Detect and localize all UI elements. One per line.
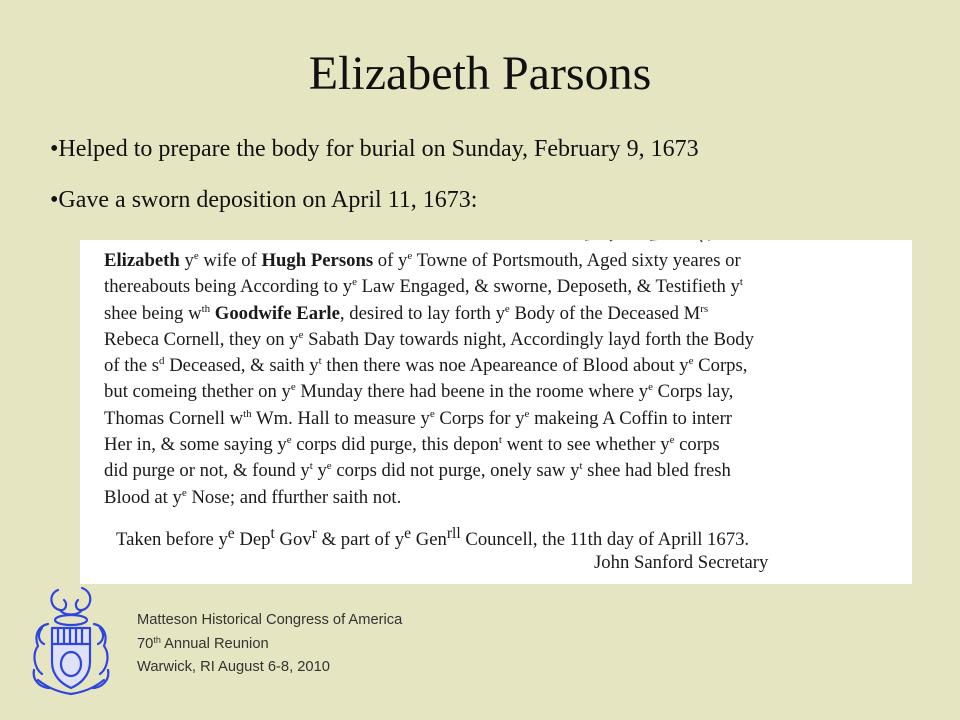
family-crest-icon <box>28 584 114 700</box>
footer-organization: Matteson Historical Congress of America <box>137 612 403 628</box>
cut-text-edge <box>580 240 720 244</box>
footer-location: Warwick, RI August 6-8, 2010 <box>137 659 330 675</box>
deposition-line: shee being $w^{th}$ Goodwife Earle, desired to lay forth $y^e$ Body of the Deceased $M^{rs}$ <box>104 302 709 324</box>
deposition-document <box>80 240 912 584</box>
footer-reunion: 70th Annual Reunion <box>137 634 269 652</box>
deposition-line: thereabouts being According to $y^e$ Law Engaged, & sworne, Deposeth, & Testifieth $y^t$ <box>104 276 743 298</box>
footer <box>137 609 402 680</box>
deposition-line: Her in, & some saying $y^e$ corps did purge, this depon$^t$ went to see whether $y^e$ corps <box>104 434 720 456</box>
deposition-signature: John Sanford Secretary <box>594 552 769 573</box>
slide-title: Elizabeth Parsons <box>308 47 652 100</box>
deposition-line: of the $s^d$ Deceased, & saith $y^t$ then there was noe Apeareance of Blood about $y^e$ Corps, <box>104 355 748 377</box>
deposition-line: Rebeca Cornell, they on $y^e$ Sabath Day towards night, Accordingly layd forth the Body <box>104 328 754 350</box>
deposition-text <box>104 248 894 511</box>
deposition-line: but comeing thether on $y^e$ Munday there had beene in the roome where $y^e$ Corps lay, <box>104 381 734 403</box>
bullet-deposition: •Gave a sworn deposition on April 11, 1673: <box>50 187 478 213</box>
deposition-line: Elizabeth $y^e$ wife of Hugh Persons of $y^e$ Towne of Portsmouth, Aged sixty yeares or <box>104 250 741 271</box>
deposition-taken-before: Taken before $y^e$ Dep$^t$ Gov$^r$ & part of $y^e$ Gen$^{rll}$ Councell, the 11th day of Aprill 1673. <box>116 525 750 551</box>
deposition-line: did purge or not, & found $y^t$ $y^e$ corps did not purge, onely saw $y^t$ shee had bled fresh <box>104 460 731 482</box>
bullet-burial: •Helped to prepare the body for burial on Sunday, February 9, 1673 <box>50 136 699 162</box>
deposition-line: Blood at $y^e$ Nose; and ffurther saith not. <box>104 486 402 508</box>
deposition-line: Thomas Cornell $w^{th}$ Wm. Hall to measure $y^e$ Corps for $y^e$ makeing A Coffin to interr <box>104 407 733 429</box>
